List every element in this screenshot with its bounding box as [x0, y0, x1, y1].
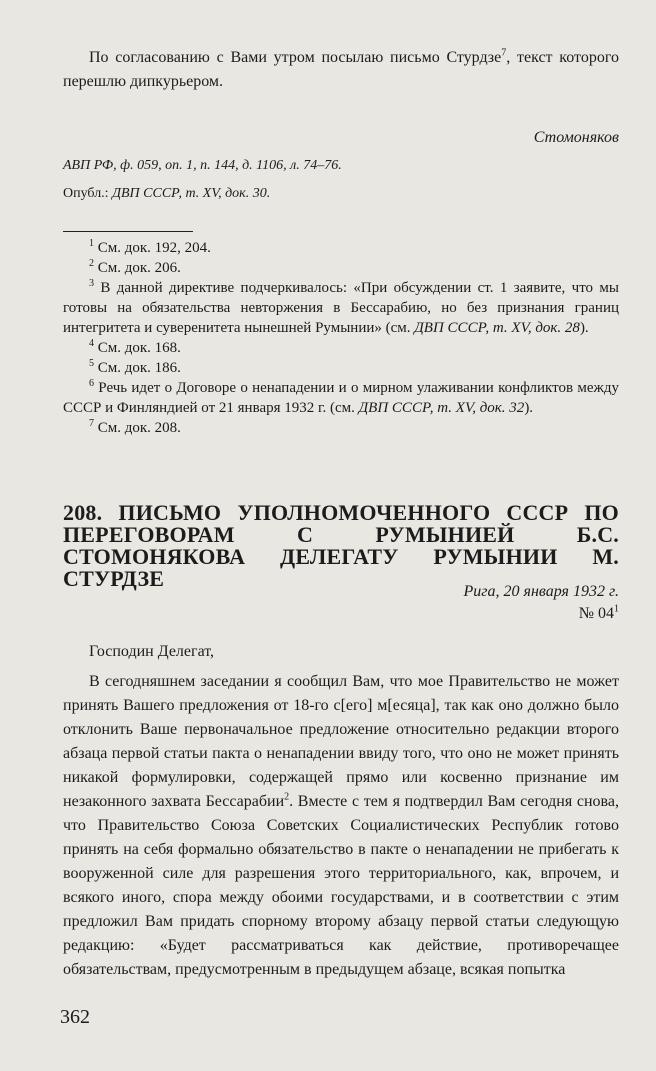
footnote-1: $^1$ См. док. 192, 204. [89, 238, 211, 256]
footnote-ref[interactable]: 7 [501, 47, 507, 59]
page-number: 362 [60, 1006, 90, 1028]
document-heading: 208. ПИСЬМО УПОЛНОМОЧЕННОГО СССР ПО ПЕРЕГОВОРАМ С РУМЫНИЕЙ Б.С. СТОМОНЯКОВА ДЕЛЕГАТУ РУМЫНИИ М. СТУРДЗЕ [63, 500, 619, 591]
footnote-7: $^7$ См. док. 208. [89, 418, 181, 436]
publication-reference: Опубл.: ДВП СССР, т. XV, док. 30. [63, 186, 271, 201]
signature: Стомоняков [533, 129, 619, 146]
closing-paragraph: По согласованию с Вами утром посылаю письмо Стурдзе$^7$, текст которого перешлю дипкурьером. [63, 47, 619, 90]
document-number: № $04^1$ [578, 603, 619, 622]
footnote-5: $^5$ См. док. 186. [89, 358, 181, 376]
footnote-3: $^3$ В данной директиве подчеркивалось: «При обсуждении ст. 1 заявите, что мы готовы на обязательства невторжения в Бессарабию, но без признания границ интегритета и суверенитета нынешней Румынии» (см. ДВП СССР, т. XV, док. 28). [63, 278, 619, 336]
footnote-4: $^4$ См. док. 168. [89, 338, 181, 356]
footnote-6: $^6$ Речь идет о Договоре о ненападении и о мирном улаживании конфликтов между СССР и Финляндией от 21 января 1932 г. (см. ДВП СССР, т. XV, док. 32). [63, 378, 619, 416]
footnote-ref[interactable]: 1 [614, 603, 619, 615]
salutation: Господин Делегат, [89, 643, 215, 660]
footnote-divider [63, 231, 193, 232]
footnotes [63, 238, 619, 438]
footnote-2: $^2$ См. док. 206. [89, 258, 181, 276]
archive-reference: АВП РФ, ф. 059, оп. 1, п. 144, д. 1106, л. 74–76. [63, 158, 342, 173]
place-date: Рига, 20 января 1932 г. [463, 583, 619, 600]
footnote-ref[interactable]: 2 [284, 791, 290, 803]
letter-body: В сегодняшнем заседании я сообщил Вам, что мое Правительство не может принять Вашего предложения от 18-го с[его] м[есяца], так как оно должно было отклонить Ваше первоначальное предложение относительно редакции второго абзаца первой статьи пакта о ненападении ввиду того, что оно не может принять никакой формулировки, содержащей прямо или косвенно признание им незаконного захвата Бессарабии$^2$. Вместе с тем я подтвердил Вам сегодня снова, что Правительство Союза Советских Социалистических Республик готово принять на себя формально обязательство в пакте о ненападении не прибегать к вооруженной силе для разрешения этого территориального, как, впрочем, и всякого иного, спора между обоими государствами, и в соответствии с этим предложил Вам придать спорному второму абзацу первой статьи следующую редакцию: «Будет рассматриваться как действие, противоречащее обязательствам, предусмотренным в предыдущем абзаце, всякая попытка [63, 673, 619, 978]
